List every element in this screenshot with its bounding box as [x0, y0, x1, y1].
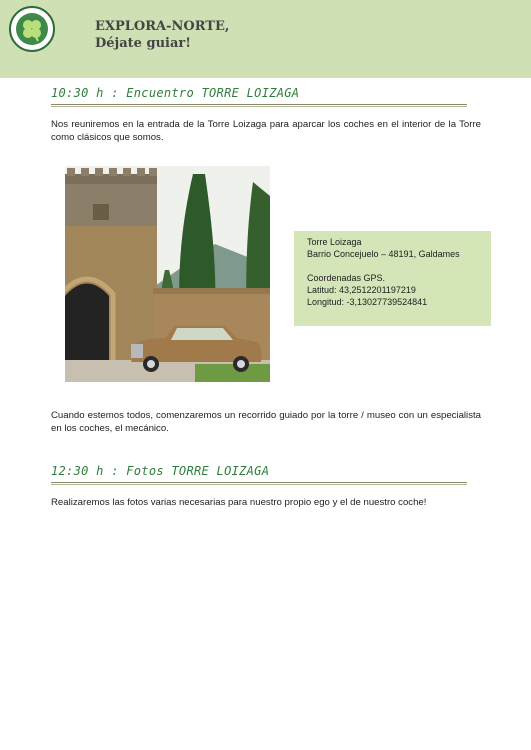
brand-title: [95, 18, 229, 52]
page-header: [0, 0, 531, 78]
tour-paragraph: Cuando estemos todos, comenzaremos un recorrido guiado por la torre / museo con un especialista en los coches, el mecánico.: [51, 410, 481, 434]
location-info-box: [294, 231, 491, 326]
photos-paragraph: Realizaremos las fotos varias necesarias para nuestro propio ego y el de nuestro coche!: [51, 497, 427, 508]
location-address: Barrio Concejuelo – 48191, Galdames: [307, 249, 460, 259]
clover-logo-icon: [9, 6, 55, 52]
gps-longitude: Longitud: -3,13027739524841: [307, 297, 428, 307]
brand-line-1: EXPLORA-NORTE,: [95, 19, 230, 34]
section-divider: [51, 104, 467, 107]
gps-label: Coordenadas GPS.: [307, 273, 386, 283]
gps-latitude: Latitud: 43,2512201197219: [307, 285, 416, 295]
section-title-fotos: 12:30 h : Fotos TORRE LOIZAGA: [51, 464, 270, 478]
section-title-encuentro: 10:30 h : Encuentro TORRE LOIZAGA: [51, 86, 300, 100]
location-name: Torre Loizaga: [307, 237, 362, 247]
castle-car-photo: [65, 166, 270, 382]
brand-line-2: Déjate guiar!: [95, 36, 191, 51]
section-divider: [51, 482, 467, 485]
intro-paragraph: Nos reuniremos en la entrada de la Torre Loizaga para aparcar los coches en el interior de la Torre como clásicos que somos.: [51, 119, 481, 143]
